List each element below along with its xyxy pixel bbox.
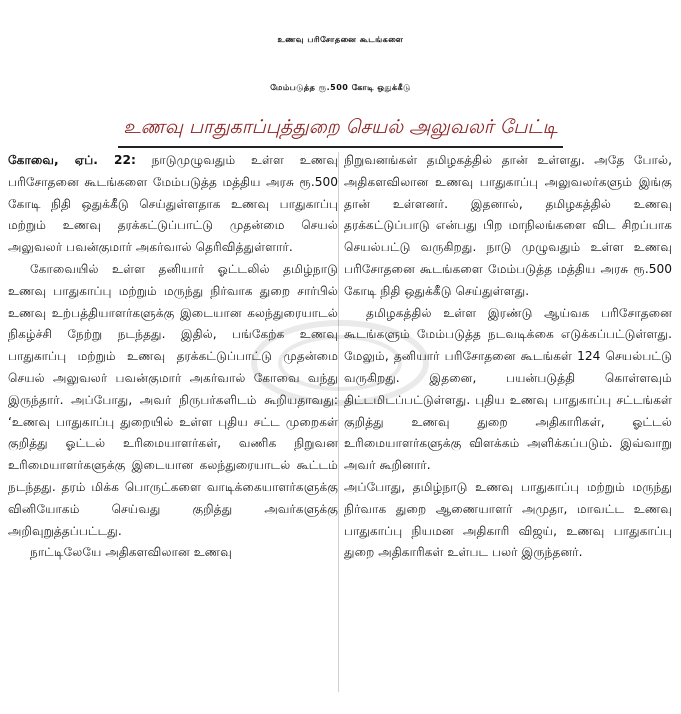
paragraph-lead [8,150,338,259]
headline-line-1: உணவு பரிசோதனை கூடங்களை [277,35,404,44]
paragraph: கோவையில் உள்ள தனியார் ஓட்டலில் தமிழ்நாடு உணவு பாதுகாப்பு மற்றும் மருந்து நிர்வாக துறை சார்பில் உணவு உற்பத்தியாளர்களுக்கு இடையான கலந்துரையாடல் நிகழ்ச்சி நேற்று நடந்தது. இதில், பங்கேற்க உணவு பாதுகாப்பு மற்றும் உணவு தரக்கட்டுப்பாட்டு முதன்மை செயல் அலுவலர் பவன்குமார் அகர்வால் கோவை வந்து இருந்தார். அப்போது, அவர் நிருபர்களிடம் கூறியதாவது: ‘உணவு பாதுகாப்பு துறையில் உள்ள புதிய சட்ட முறைகள் குறித்து ஓட்டல் உரிமையாளர்கள், வணிக நிறுவன உரிமையாளர்களுக்கு இடையான கலந்துரையாடல் கூட்டம் நடந்தது. தரம் மிக்க பொருட்களை வாடிக்கையாளர்களுக்கு வினியோகம் செய்வது குறித்து அவர்களுக்கு அறிவுறுத்தப்பட்டது. [8,261,338,538]
article-column-right [344,150,672,564]
column-divider [338,152,339,692]
subheadline: உணவு பாதுகாப்புத்துறை செயல் அலுவலர் பேட்டி [123,116,558,138]
paragraph-text: நாடுமுழுவதும் உள்ள உணவு பரிசோதனை கூடங்களை மேம்படுத்த மத்திய அரசு ரூ.500 கோடி நிதி ஒதுக்கீடு செய்துள்ளதாக உணவு பாதுகாப்பு மற்றும் உணவு தரக்கட்டுப்பாட்டு முதன்மை செயல் அலுவலர் பவன்குமார் அகர்வால் தெரிவித்துள்ளார். [8,153,339,255]
article-column-left [8,150,338,564]
paragraph: நாட்டிலேயே அதிகளவிலான உணவு [30,545,232,560]
paragraph: தமிழகத்தில் உள்ள இரண்டு ஆய்வக பரிசோதனை கூடங்களும் மேம்படுத்த நடவடிக்கை எடுக்கப்பட்டுள்ளது. மேலும், தனியார் பரிசோதனை கூடங்கள் 124 செயல்பட்டு வருகிறது. இதனை, பயன்படுத்தி கொள்ளவும் திட்டமிடப்பட்டுள்ளது. புதிய உணவு பாதுகாப்பு சட்டங்கள் குறித்து உணவு துறை அதிகாரிகள், ஓட்டல் உரிமையாளர்களுக்கு விளக்கம் அளிக்கப்படும். இவ்வாறு அவர் கூறினார். [344,305,672,473]
paragraph: நிறுவனங்கள் தமிழகத்தில் தான் உள்ளது. அதே போல், அதிகளவிலான உணவு பாதுகாப்பு அலுவலர்களும் இங்கு தான் உள்ளனர். இதனால், தமிழகத்தில் உணவு தரக்கட்டுப்பாடு என்பது பிற மாநிலங்களை விட சிறப்பாக செயல்பட்டு வருகிறது. நாடு முழுவதும் உள்ள உணவு பரிசோதனை கூடங்களை மேம்படுத்த மத்திய அரசு ரூ.500 கோடி நிதி ஒதுக்கீடு செய்துள்ளது. [344,153,672,298]
headline-line-2: மேம்படுத்த ரூ.500 கோடி ஒதுக்கீடு [270,83,411,92]
dateline: கோவை, ஏப். 22: [8,153,136,167]
subheadline-underline [118,146,563,148]
paragraph: அப்போது, தமிழ்நாடு உணவு பாதுகாப்பு மற்றும் மருந்து நிர்வாக துறை ஆணையாளர் அமுதா, மாவட்ட உணவு பாதுகாப்பு நியமன அதிகாரி விஜய், உணவு பாதுகாப்பு துறை அதிகாரிகள் உள்பட பலர் இருந்தனர். [344,479,672,560]
